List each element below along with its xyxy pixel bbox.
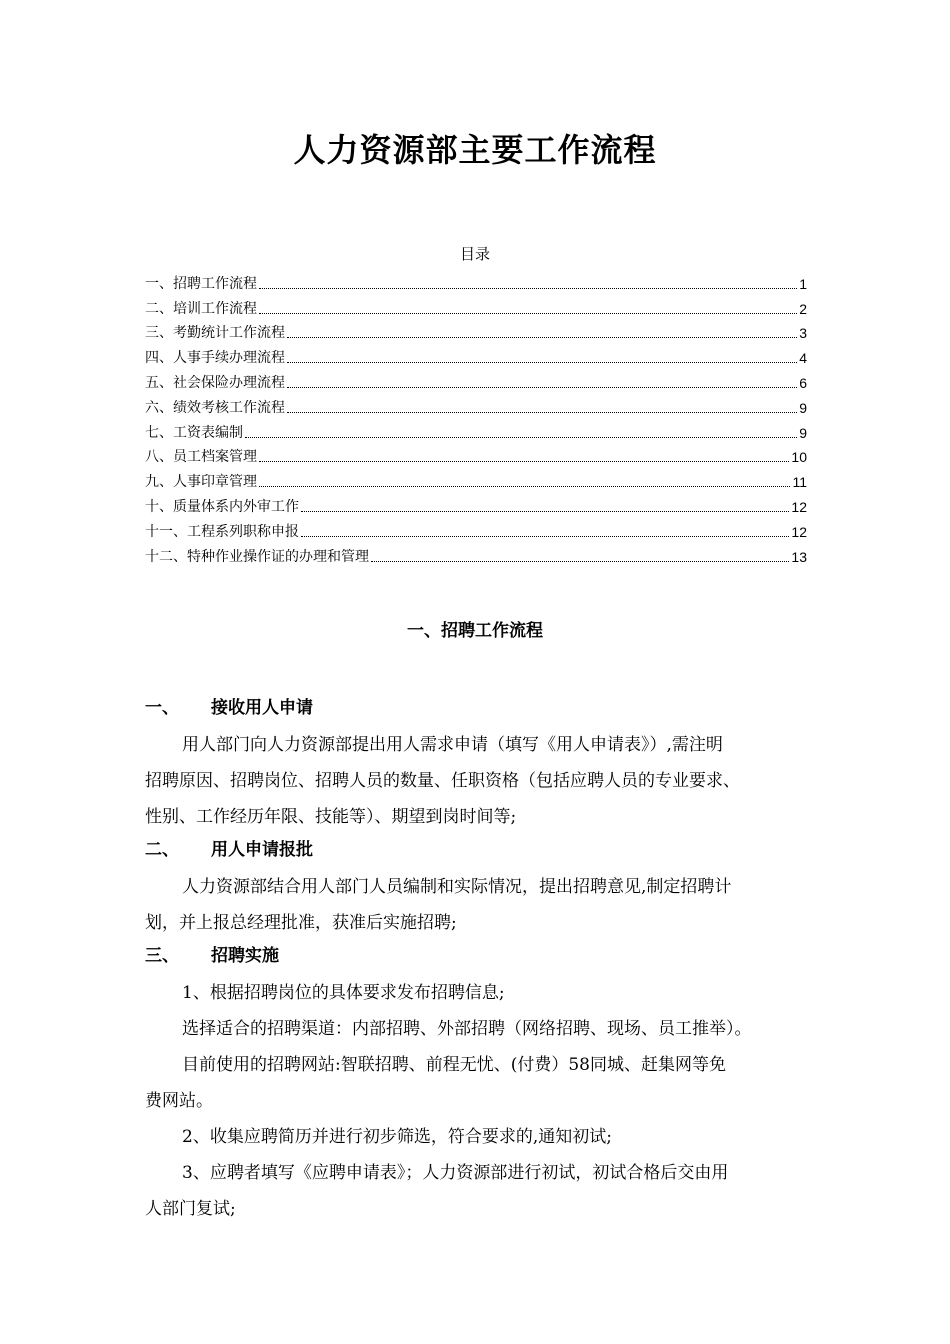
toc-dot-leader <box>371 560 789 562</box>
paragraph-line: 费网站。 <box>145 1091 213 1111</box>
toc-dot-leader <box>245 436 797 438</box>
toc-entry-label: 九、人事印章管理 <box>145 474 257 491</box>
toc-heading: 目录 <box>459 245 490 263</box>
paragraph-line: 性别、工作经历年限、技能等）、期望到岗时间等; <box>145 807 517 827</box>
toc-entry[interactable] <box>145 417 807 442</box>
toc-entry-page: 11 <box>792 474 807 491</box>
step-number: 二、 <box>145 840 179 860</box>
toc-entry-page: 4 <box>799 350 807 367</box>
step-heading <box>145 693 815 727</box>
toc-dot-leader <box>301 535 789 537</box>
toc-entry-page: 2 <box>799 300 807 317</box>
toc-entry-label: 六、绩效考核工作流程 <box>145 399 285 416</box>
paragraph-line: 用人部门向人力资源部提出用人需求申请（填写《用人申请表》）,需注明 <box>182 735 723 755</box>
paragraph-line: 目前使用的招聘网站:智联招聘、前程无忧、(付费）58同城、赶集网等免 <box>182 1055 726 1075</box>
toc-entry[interactable] <box>145 342 807 367</box>
toc-entry-label: 七、工资表编制 <box>145 424 243 441</box>
toc-entry-page: 9 <box>799 399 807 416</box>
toc-entry-label: 八、员工档案管理 <box>145 449 257 466</box>
step-heading-text: 用人申请报批 <box>211 840 313 860</box>
toc-dot-leader <box>287 411 797 413</box>
table-of-contents <box>145 268 807 566</box>
toc-entry-label: 二、培训工作流程 <box>145 300 257 317</box>
toc-entry-page: 9 <box>799 424 807 441</box>
step-heading-text: 接收用人申请 <box>211 698 313 718</box>
toc-entry[interactable] <box>145 392 807 417</box>
step-number: 一、 <box>145 698 179 718</box>
toc-entry-page: 10 <box>791 449 807 466</box>
toc-entry-page: 3 <box>799 325 807 342</box>
toc-entry-label: 一、招聘工作流程 <box>145 275 257 292</box>
toc-dot-leader <box>259 485 790 487</box>
toc-entry[interactable] <box>145 491 807 516</box>
step-number: 三、 <box>145 946 179 966</box>
toc-entry[interactable] <box>145 541 807 566</box>
step-heading-text: 招聘实施 <box>211 946 279 966</box>
toc-entry[interactable] <box>145 367 807 392</box>
step-heading <box>145 941 815 975</box>
paragraph-line: 选择适合的招聘渠道：内部招聘、外部招聘（网络招聘、现场、员工推举）。 <box>182 1019 752 1039</box>
section-body <box>145 693 815 1227</box>
toc-entry-label: 五、社会保险办理流程 <box>145 374 285 391</box>
step-heading <box>145 835 815 869</box>
paragraph-line: 划，并上报总经理批准，获准后实施招聘; <box>145 913 457 933</box>
toc-entry-label: 十一、工程系列职称申报 <box>145 523 299 540</box>
toc-entry[interactable] <box>145 293 807 318</box>
toc-entry-page: 12 <box>791 523 807 540</box>
toc-entry-page: 13 <box>791 548 807 565</box>
paragraph-line: 人力资源部结合用人部门人员编制和实际情况，提出招聘意见,制定招聘计 <box>182 877 732 897</box>
toc-dot-leader <box>301 510 789 512</box>
paragraph-line: 人部门复试; <box>145 1199 236 1219</box>
toc-dot-leader <box>287 361 797 363</box>
paragraph-line: 招聘原因、招聘岗位、招聘人员的数量、任职资格（包括应聘人员的专业要求、 <box>145 771 740 791</box>
paragraph-line: 1、根据招聘岗位的具体要求发布招聘信息; <box>182 983 505 1003</box>
toc-entry-label: 三、考勤统计工作流程 <box>145 325 285 342</box>
toc-dot-leader <box>259 312 797 314</box>
toc-dot-leader <box>259 287 797 289</box>
toc-entry-label: 十、质量体系内外审工作 <box>145 498 299 515</box>
toc-entry[interactable] <box>145 268 807 293</box>
paragraph-line: 2、收集应聘简历并进行初步筛选，符合要求的,通知初试; <box>182 1127 612 1147</box>
toc-entry-page: 6 <box>799 374 807 391</box>
paragraph-line: 3、应聘者填写《应聘申请表》；人力资源部进行初试，初试合格后交由用 <box>182 1163 729 1183</box>
toc-dot-leader <box>287 336 797 338</box>
toc-dot-leader <box>259 460 789 462</box>
toc-entry-label: 四、人事手续办理流程 <box>145 350 285 367</box>
toc-entry[interactable] <box>145 442 807 467</box>
toc-entry-page: 1 <box>799 275 807 292</box>
toc-entry-label: 十二、特种作业操作证的办理和管理 <box>145 548 369 565</box>
document-title: 人力资源部主要工作流程 <box>293 131 657 169</box>
toc-entry[interactable] <box>145 516 807 541</box>
toc-entry[interactable] <box>145 466 807 491</box>
toc-entry[interactable] <box>145 318 807 343</box>
section-title: 一、招聘工作流程 <box>407 621 543 641</box>
toc-dot-leader <box>287 386 797 388</box>
toc-entry-page: 12 <box>791 498 807 515</box>
